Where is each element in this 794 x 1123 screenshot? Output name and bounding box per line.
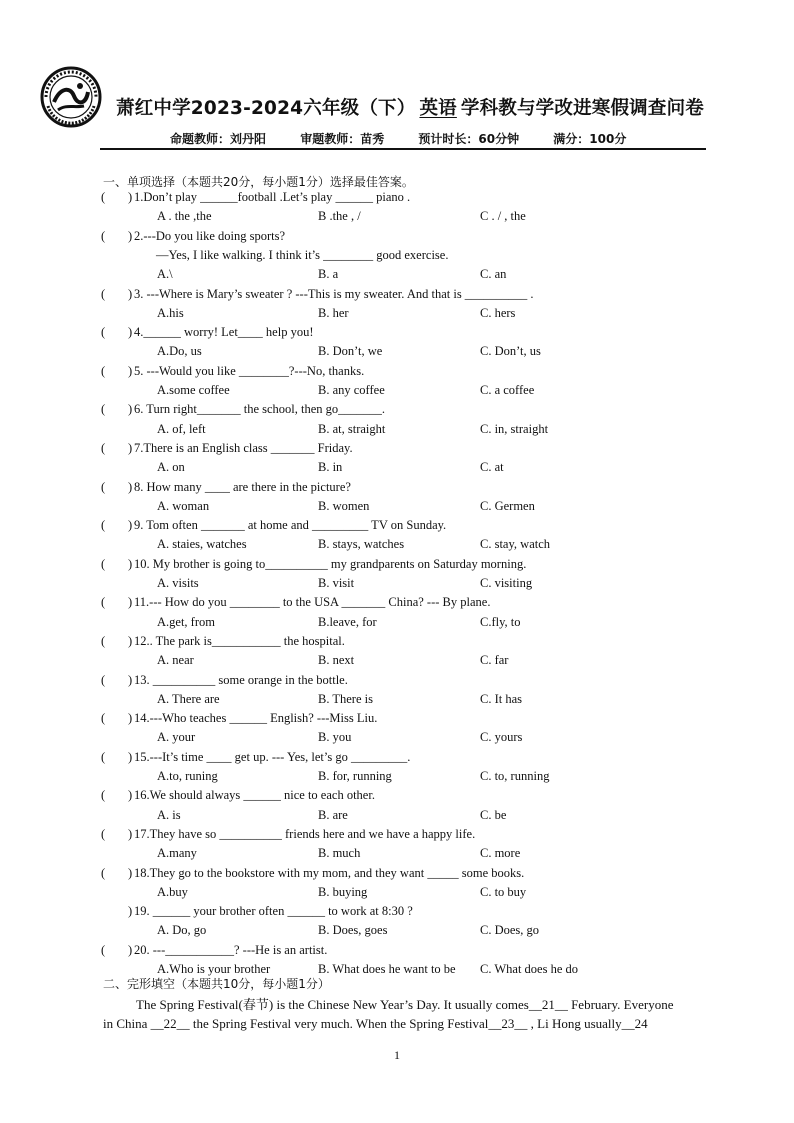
option-c: C . / , the (480, 209, 526, 224)
options-row (0, 808, 794, 826)
answer-paren-right: ) (128, 672, 133, 687)
question-stem-line2: —Yes, I like walking. I think it’s ________ good exercise. (156, 247, 449, 262)
option-c: C.fly, to (480, 614, 521, 629)
question-row (0, 190, 794, 208)
options-row (0, 460, 794, 478)
question-row (0, 325, 794, 343)
options-row (0, 653, 794, 671)
question-stem: 17.They have so __________ friends here and we have a happy life. (134, 826, 476, 841)
options-row (0, 383, 794, 401)
answer-paren-right: ) (128, 749, 133, 764)
answer-paren-right: ) (128, 479, 133, 494)
option-a: A. There are (157, 691, 220, 706)
title-prefix: 萧红中学2023-2024六年级（下） (116, 98, 416, 119)
answer-paren-right: ) (128, 788, 133, 803)
option-c: C. yours (480, 730, 523, 745)
answer-paren-left: ( (101, 711, 106, 726)
option-c: C. Does, go (480, 923, 540, 938)
full-score-label: 满分：100分 (553, 132, 627, 146)
answer-paren-right: ) (128, 904, 133, 919)
question-row (0, 364, 794, 382)
question-row (0, 750, 794, 768)
answer-paren-left: ( (101, 826, 106, 841)
answer-paren-right: ) (128, 363, 133, 378)
options-row (0, 885, 794, 903)
option-b: B. stays, watches (318, 537, 405, 552)
answer-paren-right: ) (128, 865, 133, 880)
question-row (0, 827, 794, 845)
duration-label: 预计时长：60分钟 (418, 132, 520, 146)
answer-paren-right: ) (128, 440, 133, 455)
answer-paren-left: ( (101, 402, 106, 417)
answer-paren-left: ( (101, 788, 106, 803)
question-stem: 9. Tom often _______ at home and _________ TV on Sunday. (134, 518, 447, 533)
options-row (0, 422, 794, 440)
answer-paren-right: ) (128, 190, 133, 204)
option-b: B. There is (318, 691, 373, 706)
option-c: C. What does he do (480, 962, 579, 976)
question-row (0, 441, 794, 459)
question-stem: 2.---Do you like doing sports? (134, 228, 286, 243)
question-stem: 13. __________ some orange in the bottle. (134, 672, 348, 687)
section1-heading: 一、单项选择（本题共20分，每小题1分）选择最佳答案。 (103, 175, 414, 189)
cloze-line-2: in China __22__ the Spring Festival very much. When the Spring Festival__23__ , Li Hong usually__24 (103, 1016, 648, 1031)
answer-paren-left: ( (101, 363, 106, 378)
option-a: A . the ,the (157, 209, 212, 224)
answer-paren-left: ( (101, 286, 106, 301)
option-b: B. buying (318, 884, 368, 899)
option-a: A. on (157, 460, 185, 475)
option-a: A.Who is your brother (157, 962, 271, 976)
option-c: C. at (480, 460, 504, 475)
question-row (0, 673, 794, 691)
answer-paren-left: ( (101, 556, 106, 571)
answer-paren-left: ( (101, 190, 106, 204)
option-c: C. Germen (480, 498, 535, 513)
options-row (0, 537, 794, 555)
option-c: C. in, straight (480, 421, 549, 436)
question-stem: 12.. The park is___________ the hospital. (134, 633, 345, 648)
option-a: A.get, from (157, 614, 215, 629)
option-b: B. in (318, 460, 343, 475)
answer-paren-left: ( (101, 325, 106, 340)
option-a: A. of, left (157, 421, 206, 436)
question-stem: 1.Don’t play ______football .Let’s play ______ piano . (134, 190, 411, 204)
question-stem: 3. ---Where is Mary’s sweater ? ---This is my sweater. And that is __________ . (134, 286, 534, 301)
question-row (0, 229, 794, 247)
options-row (0, 209, 794, 227)
option-c: C. It has (480, 691, 523, 706)
answer-paren-right: ) (128, 228, 133, 243)
question-stem: 8. How many ____ are there in the picture? (134, 479, 351, 494)
answer-paren-right: ) (128, 826, 133, 841)
option-b: B. Does, goes (318, 923, 388, 938)
options-row (0, 267, 794, 285)
cloze-line-1: The Spring Festival(春节) is the Chinese New Year’s Day. It usually comes__21__ February. Everyone (136, 997, 674, 1012)
answer-paren-right: ) (128, 325, 133, 340)
answer-paren-left: ( (101, 749, 106, 764)
option-b: B. are (318, 807, 348, 822)
question-stem: 4.______ worry! Let____ help you! (134, 325, 314, 340)
option-b: B. any coffee (318, 383, 385, 397)
option-c: C. visiting (480, 576, 533, 590)
options-row (0, 846, 794, 864)
answer-paren-left: ( (101, 518, 106, 533)
option-c: C. an (480, 267, 507, 282)
option-a: A.to, runing (157, 769, 218, 783)
option-a: A. visits (157, 576, 199, 590)
question-stem: 14.---Who teaches ______ English? ---Miss Liu. (134, 711, 378, 726)
options-row (0, 923, 794, 941)
author-label: 命题教师：刘丹阳 (170, 132, 267, 146)
page-number: 1 (394, 1048, 400, 1062)
answer-paren-left: ( (101, 228, 106, 243)
option-c: C. Don’t, us (480, 344, 541, 359)
question-row (0, 480, 794, 498)
question-stem: 10. My brother is going to__________ my grandparents on Saturday morning. (134, 556, 527, 571)
question-stem: 5. ---Would you like ________?---No, thanks. (134, 363, 365, 378)
option-b: B.leave, for (318, 614, 377, 629)
answer-paren-left: ( (101, 672, 106, 687)
options-row (0, 615, 794, 633)
section2-heading: 二、完形填空（本题共10分，每小题1分） (103, 977, 330, 991)
option-a: A.Do, us (157, 344, 202, 359)
subject-label: 英语 (419, 98, 457, 119)
question-row (0, 287, 794, 305)
answer-paren-right: ) (128, 942, 133, 957)
option-a: A. your (157, 730, 196, 745)
question-row (0, 866, 794, 884)
question-row (0, 557, 794, 575)
reviewer-label: 审题教师：苗秀 (300, 132, 385, 146)
question-row (0, 943, 794, 961)
question-stem: 19. ______ your brother often ______ to work at 8:30 ? (134, 904, 413, 919)
option-c: C. to buy (480, 884, 527, 899)
question-stem-continuation (0, 248, 794, 266)
option-b: B. much (318, 846, 361, 861)
option-b: B. visit (318, 576, 355, 590)
answer-paren-right: ) (128, 518, 133, 533)
option-a: A.many (157, 846, 197, 861)
options-row (0, 692, 794, 710)
option-a: A.his (157, 305, 184, 320)
options-row (0, 769, 794, 787)
option-a: A.some coffee (157, 383, 230, 397)
answer-paren-left: ( (101, 865, 106, 880)
answer-paren-left: ( (101, 942, 106, 957)
question-stem: 11.--- How do you ________ to the USA _______ China? --- By plane. (134, 595, 491, 610)
option-b: B. next (318, 653, 355, 668)
options-row (0, 306, 794, 324)
option-c: C. be (480, 807, 507, 822)
option-a: A. is (157, 807, 181, 822)
answer-paren-left: ( (101, 440, 106, 455)
option-a: A. staies, watches (157, 537, 247, 552)
answer-paren-right: ) (128, 556, 133, 571)
options-row (0, 576, 794, 594)
options-row (0, 730, 794, 748)
question-row (0, 711, 794, 729)
answer-paren-right: ) (128, 286, 133, 301)
options-row (0, 344, 794, 362)
question-row (0, 595, 794, 613)
answer-paren-left: ( (101, 479, 106, 494)
answer-paren-right: ) (128, 595, 133, 610)
question-stem: 16.We should always ______ nice to each other. (134, 788, 375, 803)
question-row (0, 634, 794, 652)
option-c: C. hers (480, 305, 516, 320)
question-stem: 20. ---___________? ---He is an artist. (134, 942, 328, 957)
question-row (0, 402, 794, 420)
option-a: A. near (157, 653, 194, 668)
option-b: B. her (318, 305, 349, 320)
options-row (0, 499, 794, 517)
answer-paren-left: ( (101, 595, 106, 610)
question-row (0, 904, 794, 922)
title-suffix: 学科教与学改进寒假调查问卷 (460, 98, 704, 119)
option-b: B. What does he want to be (318, 962, 456, 976)
question-stem: 6. Turn right_______ the school, then go_______. (134, 402, 386, 417)
question-stem: 18.They go to the bookstore with my mom, and they want _____ some books. (134, 865, 525, 880)
option-c: C. to, running (480, 769, 550, 783)
option-c: C. more (480, 846, 521, 861)
option-c: C. far (480, 653, 509, 668)
option-c: C. a coffee (480, 383, 535, 397)
question-stem: 7.There is an English class _______ Friday. (134, 440, 353, 455)
option-b: B. for, running (318, 769, 392, 783)
answer-paren-left: ( (101, 633, 106, 648)
option-b: B. at, straight (318, 421, 386, 436)
option-a: A. woman (157, 498, 210, 513)
option-b: B. you (318, 730, 352, 745)
option-a: A.buy (157, 884, 188, 899)
answer-paren-right: ) (128, 711, 133, 726)
answer-paren-right: ) (128, 402, 133, 417)
question-row (0, 788, 794, 806)
option-c: C. stay, watch (480, 537, 551, 552)
option-a: A. Do, go (157, 923, 207, 938)
option-b: B. a (318, 267, 339, 282)
question-row (0, 518, 794, 536)
question-stem: 15.---It’s time ____ get up. --- Yes, let’s go _________. (134, 749, 411, 764)
answer-paren-right: ) (128, 633, 133, 648)
option-b: B. Don’t, we (318, 344, 383, 359)
option-a: A.\ (157, 267, 173, 282)
option-b: B .the , / (318, 209, 361, 224)
option-b: B. women (318, 498, 370, 513)
